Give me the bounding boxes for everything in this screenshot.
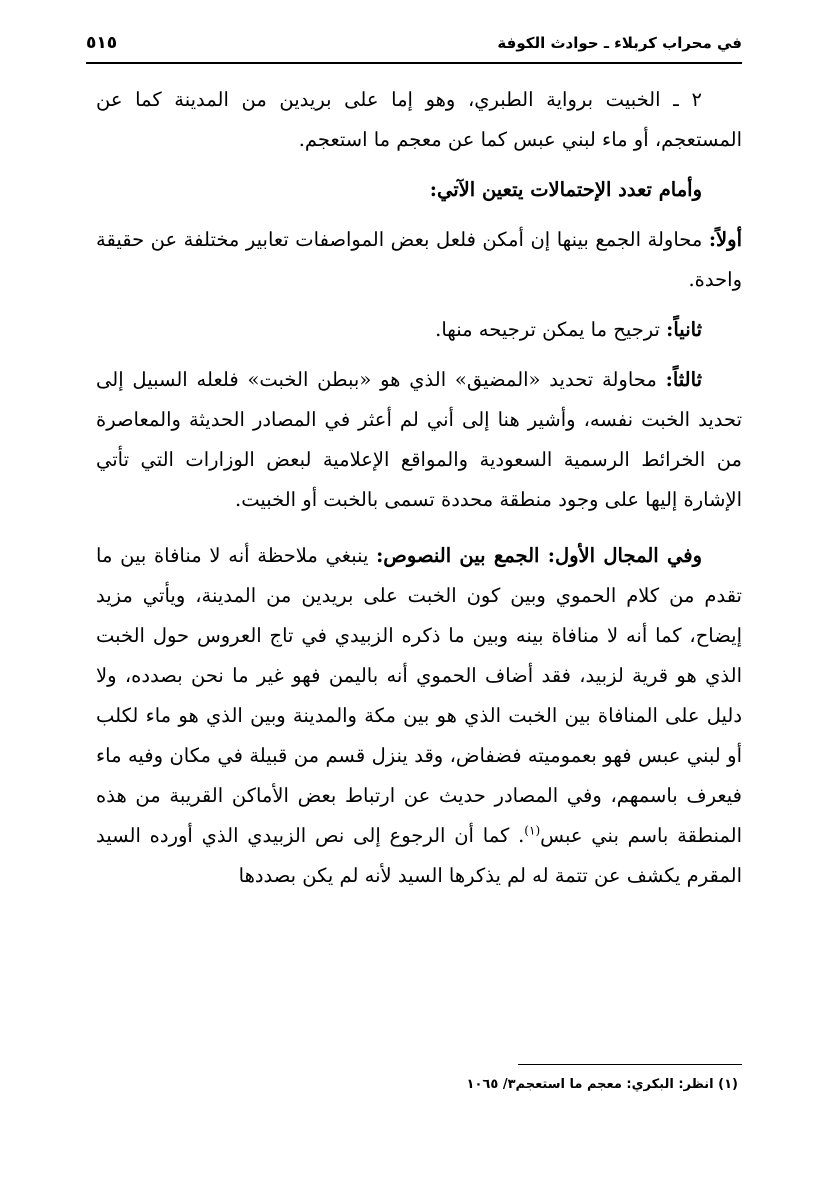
paragraph-lead: وفي المجال الأول: الجمع بين النصوص: <box>376 544 702 567</box>
spacer <box>96 210 742 220</box>
header-divider <box>86 62 742 64</box>
paragraph-second <box>96 310 742 350</box>
paragraph-lead: ثالثاً: <box>665 368 702 391</box>
paragraph-third <box>96 360 742 520</box>
paragraph-text: محاولة تحديد «المضيق» الذي هو «ببطن الخبت» فلعله السبيل إلى تحديد الخبت نفسه، وأشير هنا إلى أني لم أعثر في المصادر الحديثة والمعاصرة من الخرائط الرسمية السعودية والمواقع الإعلامية لبعض الوزارات التي تأتي الإشارة إليها على وجود منطقة محددة تسمى بالخبت أو الخبيت. <box>96 368 742 511</box>
paragraph-text: محاولة الجمع بينها إن أمكن فلعل بعض المواصفات تعابير مختلفة عن حقيقة واحدة. <box>96 228 742 291</box>
paragraph-lead: أولاً: <box>708 228 742 251</box>
header-title: في محراب كربلاء ـ حوادث الكوفة <box>497 34 742 52</box>
section-heading: وأمام تعدد الإحتمالات يتعين الآتي: <box>429 178 702 201</box>
footnote: (١) انظر: البكري: معجم ما استعجم٣/ ١٠٦٥ <box>466 1077 738 1092</box>
paragraph-text: ٢ ـ الخبيت برواية الطبري، وهو إما على بريدين من المدينة كما عن المستعجم، أو ماء لبني عبس كما عن معجم ما استعجم. <box>96 88 742 151</box>
paragraph-first-field <box>96 536 742 896</box>
page-number: ٥١٥ <box>86 33 118 53</box>
paragraph-text-continued: . كما أن الرجوع إلى نص الزبيدي الذي أورده السيد المقرم يكشف عن تتمة له لم يذكرها السيد لأنه لم يكن بصددها <box>96 824 742 887</box>
footnote-divider <box>518 1064 742 1065</box>
paragraph-khubayt-tabari <box>96 80 742 160</box>
main-text <box>96 80 742 896</box>
spacer <box>96 350 742 360</box>
footnote-reference[interactable]: (١) <box>524 823 541 838</box>
paragraph-text: ترجيح ما يمكن ترجيحه منها. <box>435 318 667 341</box>
paragraph-possibilities-heading <box>96 170 742 210</box>
paragraph-text: ينبغي ملاحظة أنه لا منافاة بين ما تقدم من كلام الحموي وبين كون الخبت على بريدين من المدينة، ويأتي مزيد إيضاح، كما أنه لا منافاة بينه وبين ما ذكره الزبيدي في تاج العروس حول الخبت الذي هو قرية لزبيد، فقد أضاف الحموي أنه باليمن فهو غير ما نحن بصدده، ولا دليل على المنافاة بين الخبت الذي هو بين مكة والمدينة وبين الذي هو ماء لكلب أو لبني عبس فهو بعموميته فضفاض، وقد ينزل قسم من قبيلة في مكان وفيه ماء فيعرف باسمهم، وفي المصادر حديث عن ارتباط بعض الأماكن القريبة من هذه المنطقة باسم بني عبس <box>96 544 742 847</box>
spacer <box>96 520 742 536</box>
paragraph-lead: ثانياً: <box>666 318 702 341</box>
running-header <box>86 30 742 56</box>
spacer <box>96 160 742 170</box>
paragraph-first <box>96 220 742 300</box>
spacer <box>96 300 742 310</box>
